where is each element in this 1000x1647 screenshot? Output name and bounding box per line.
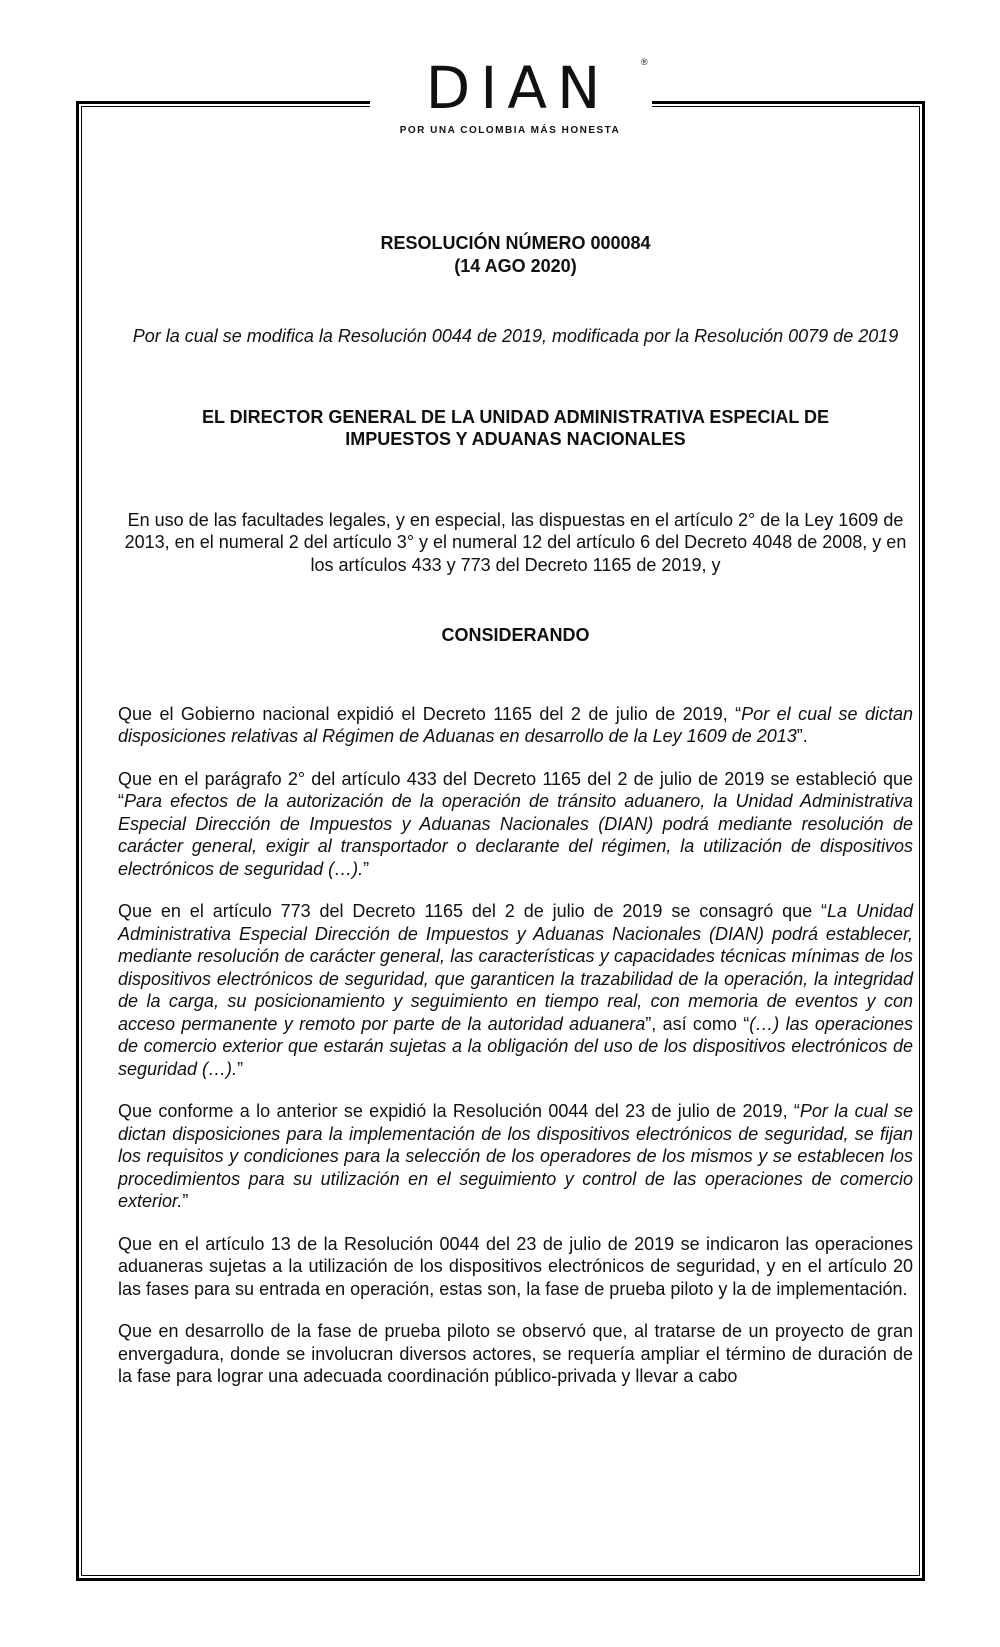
p3-quote-2: (…) las operaciones de comercio exterior que estarán sujetas a la obligación del uso de los dispositivos electrónicos de seguridad (…).	[118, 1013, 913, 1079]
p4-quote: Por la cual se dictan disposiciones para la implementación de los dispositivos electrónicos de seguridad, se fijan los requisitos y condiciones para la selección de los operadores de los mismos y se establecen los procedimientos para su utilización en el seguimiento y control de las operaciones de comercio exterior.	[118, 1101, 913, 1211]
paragraph-4	[118, 1100, 913, 1213]
paragraph-2	[118, 768, 913, 881]
resolution-date: (14 AGO 2020)	[454, 255, 577, 276]
p3-close: ”	[237, 1058, 244, 1079]
p1-text: Que el Gobierno nacional expidió el Decreto 1165 del 2 de julio de 2019, “	[118, 703, 742, 724]
p1-close: ”.	[796, 726, 808, 746]
p2-close: ”	[363, 858, 370, 879]
paragraph-1	[118, 703, 913, 748]
p2-quote: Para efectos de la autorización de la operación de tránsito aduanero, la Unidad Administrativa Especial Dirección de Impuestos y Aduanas Nacionales (DIAN) podrá mediante resolución de carácter general, exigir al transportador o declarante del régimen, la utilización de dispositivos electrónicos de seguridad (…).	[118, 791, 913, 879]
p3-quote-1: La Unidad Administrativa Especial Dirección de Impuestos y Aduanas Nacionales (DIAN) podrá establecer, mediante resolución de carácter general, las características y capacidades técnicas mínimas de los dispositivos electrónicos de seguridad, que garanticen la trazabilidad de la operación, la integridad de la carga, su posicionamiento y seguimiento en tiempo real, con memoria de eventos y con acceso permanente y remoto por parte de la autoridad aduanera	[118, 901, 913, 1034]
resolution-number: RESOLUCIÓN NÚMERO 000084	[380, 233, 651, 253]
p3-text-2: ”, así como “	[645, 1013, 750, 1034]
p3-text: Que en el artículo 773 del Decreto 1165 del 2 de julio de 2019 se consagró que “	[118, 901, 828, 921]
paragraph-5: Que en el artículo 13 de la Resolución 0044 del 23 de julio de 2019 se indicaron las operaciones aduaneras sujetas a la utilización de los dispositivos electrónicos de seguridad, y en el artículo 20 las fases para su entrada en operación, estas son, la fase de prueba piloto y la de implementación.	[118, 1233, 913, 1299]
resolution-subtitle: Por la cual se modifica la Resolución 0044 de 2019, modificada por la Resolución 0079 de 2019	[132, 326, 899, 346]
issuing-authority: EL DIRECTOR GENERAL DE LA UNIDAD ADMINISTRATIVA ESPECIAL DE IMPUESTOS Y ADUANAS NACIONALES	[201, 406, 830, 449]
logo-tagline: POR UNA COLOMBIA MÁS HONESTA	[399, 125, 621, 136]
logo-wordmark: DIAN	[425, 54, 611, 122]
p2-text: Que en el parágrafo 2° del artículo 433 del Decreto 1165 del 2 de julio de 2019 se estableció que “	[118, 768, 913, 811]
registered-mark: ®	[641, 57, 648, 67]
p4-text: Que conforme a lo anterior se expidió la Resolución 0044 del 23 de julio de 2019, “	[118, 1101, 800, 1121]
paragraph-3	[118, 900, 913, 1080]
document-body	[118, 232, 913, 1388]
p1-quote: Por el cual se dictan disposiciones relativas al Régimen de Aduanas en desarrollo de la Ley 1609 de 2013	[118, 703, 914, 746]
paragraph-6: Que en desarrollo de la fase de prueba piloto se observó que, al tratarse de un proyecto de gran envergadura, donde se involucran diversos actores, se requería ampliar el término de duración de la fase para lograr una adecuada coordinación público-privada y llevar a cabo	[118, 1321, 913, 1386]
dian-logo	[0, 55, 1000, 135]
p4-close: ”	[182, 1191, 189, 1211]
considering-heading: CONSIDERANDO	[441, 625, 590, 645]
legal-powers: En uso de las facultades legales, y en especial, las dispuestas en el artículo 2° de la Ley 1609 de 2013, en el numeral 2 del artículo 3° y el numeral 12 del artículo 6 del Decreto 4048 de 2008, y en los artículos 433 y 773 del Decreto 1165 de 2019, y	[124, 509, 907, 575]
